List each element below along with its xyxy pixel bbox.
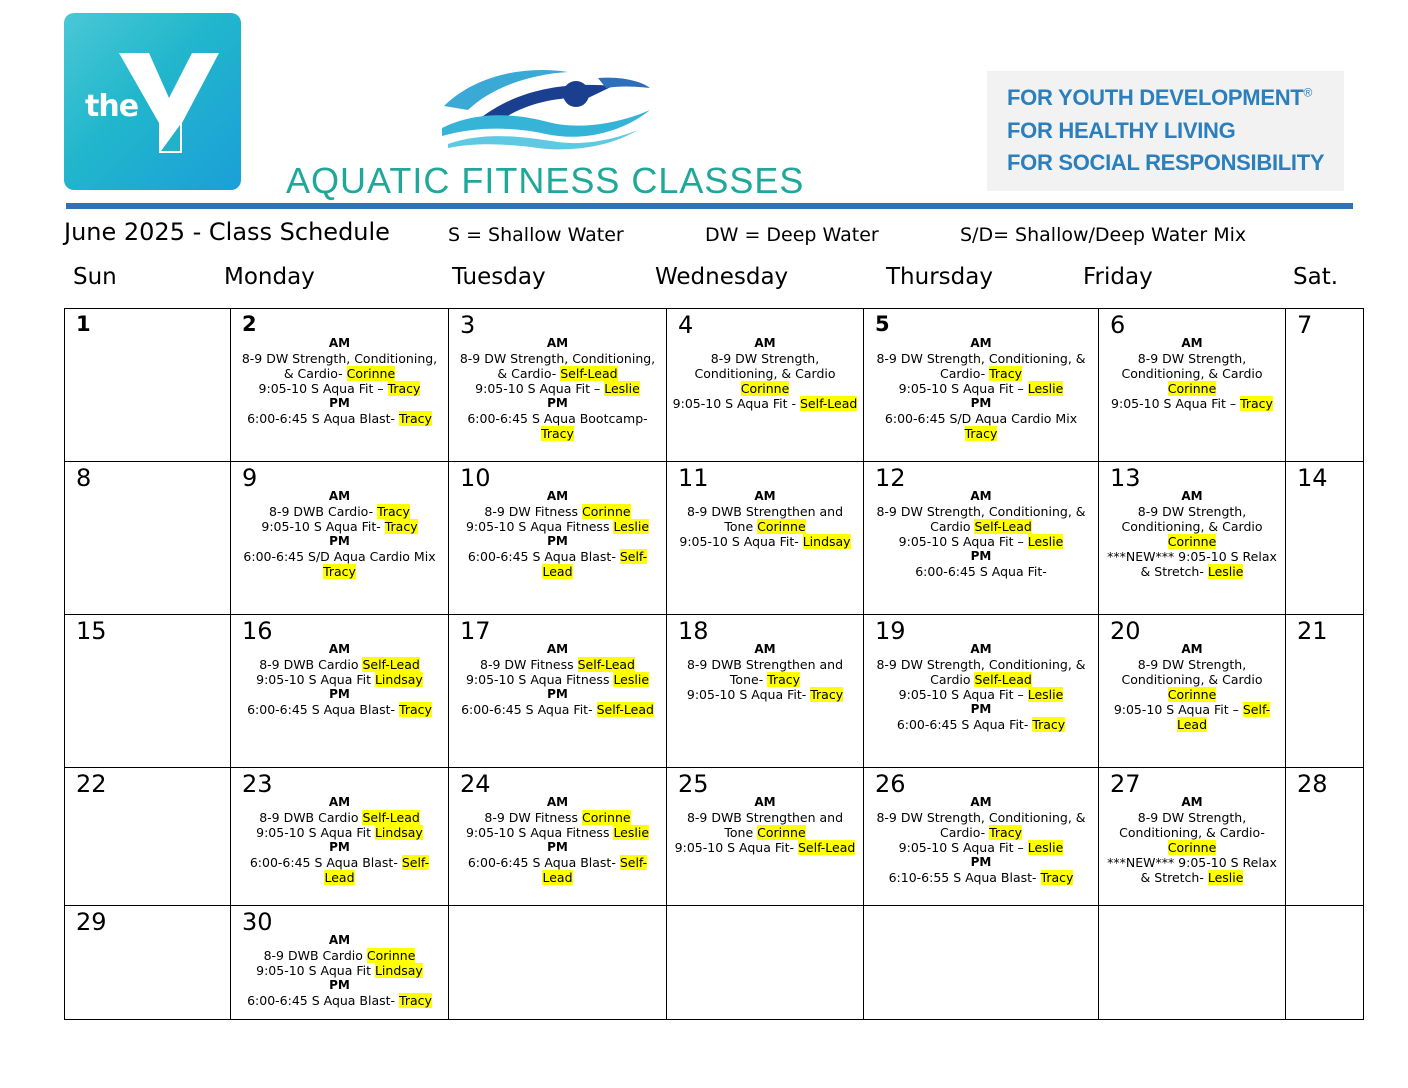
class-entry [868,870,1094,885]
class-list [449,309,666,441]
day-number: 21 [1297,617,1328,645]
instructor-name: Lindsay [802,534,851,549]
instructor-name: Leslie [613,825,650,840]
day-cell [449,615,667,768]
day-number: 28 [1297,770,1328,798]
legend-mix: S/D= Shallow/Deep Water Mix [960,224,1247,246]
instructor-name: Tracy [767,672,801,687]
class-entry [453,672,662,687]
instructor-name: Tracy [989,825,1022,840]
instructor-name: Self-Lead [974,519,1032,534]
class-description: 6:00-6:45 S/D Aqua Cardio Mix [884,411,1078,426]
day-number: 10 [460,464,491,492]
class-entry [868,381,1094,396]
class-description: 9:05-10 S Aqua Fit – [258,381,388,396]
class-entry [671,687,859,702]
session-label: PM [970,396,992,410]
class-description: 6:00-6:45 S Aqua Blast- [467,855,620,870]
instructor-name: Tracy [399,993,432,1008]
week-row [65,309,1364,462]
day-cell [1099,615,1286,768]
day-number: 3 [460,311,476,339]
instructor-name: Self-Lead [596,702,654,717]
divider [66,203,1353,209]
session-label: AM [754,489,776,503]
class-description: 6:00-6:45 S Aqua Blast- [249,855,402,870]
instructor-name: Tracy [399,411,432,426]
class-description: 6:00-6:45 S Aqua Blast- [247,702,400,717]
day-number: 2 [242,312,257,336]
session-label: AM [754,795,776,809]
day-number: 30 [242,908,273,936]
session-label: PM [329,396,350,410]
instructor-name: Self-Lead [362,810,420,825]
class-entry [453,549,662,579]
day-cell [449,462,667,615]
instructor-name: Self-Lead [560,366,618,381]
session-label: AM [970,489,992,503]
instructor-name: Corinne [582,810,631,825]
day-cell [1099,462,1286,615]
day-number: 4 [678,311,694,339]
class-entry [453,855,662,885]
class-description: 6:00-6:45 S Aqua Bootcamp- [467,411,648,426]
day-number: 12 [875,464,906,492]
class-entry [235,963,444,978]
day-number: 8 [76,464,92,492]
instructor-name: Self-Lead [542,549,648,579]
instructor-name: Corinne [740,381,790,396]
calendar-grid [64,308,1364,1020]
instructor-name: Corinne [346,366,396,381]
session-label: AM [1181,795,1203,809]
instructor-name: Self-Lead [362,657,420,672]
class-description: 8-9 DW Strength, Conditioning, & Cardio- [876,351,1086,381]
class-description: 9:05-10 S Aqua Fit- [679,534,803,549]
class-entry [868,504,1094,534]
class-entry [235,948,444,963]
session-label: AM [754,642,776,656]
instructor-name: Tracy [989,366,1022,381]
class-description: 9:05-10 S Aqua Fit – [898,381,1028,396]
session-label: PM [970,855,992,869]
session-label: AM [546,489,569,503]
class-entry [1103,702,1281,732]
class-entry [671,810,859,840]
instructor-name: Leslie [1027,534,1064,549]
class-description: 9:05-10 S Aqua Fit [256,672,375,687]
day-number: 13 [1110,464,1141,492]
logo-text: the [85,89,139,124]
day-cell [1286,615,1364,768]
class-description: 8-9 DW Strength, Conditioning, & Cardio [876,657,1086,687]
day-cell [65,615,231,768]
instructor-name: Corinne [366,948,416,963]
week-row [65,462,1364,615]
class-description: 9:05-10 S Aqua Fit – [475,381,605,396]
instructor-name: Corinne [757,825,806,840]
class-description: ***NEW*** 9:05-10 S Relax & Stretch- [1107,855,1277,885]
session-label: PM [329,978,350,992]
class-entry [1103,855,1281,885]
legend-shallow: S = Shallow Water [448,224,624,246]
session-label: PM [329,687,350,701]
session-label: AM [328,795,351,809]
instructor-name: Leslie [1207,870,1244,885]
day-number: 1 [76,312,91,336]
class-description: 8-9 DWB Strengthen and Tone [686,810,844,840]
class-entry [235,549,444,579]
day-cell [231,309,449,462]
day-cell [65,309,231,462]
day-cell [667,615,864,768]
day-cell [65,462,231,615]
day-number: 19 [875,617,906,645]
class-list [864,309,1098,441]
week-row [65,615,1364,768]
day-number: 23 [242,770,273,798]
class-description: 8-9 DW Strength, Conditioning, & Cardio- [1119,810,1265,840]
registered-mark: ® [1303,85,1312,100]
instructor-name: Leslie [613,672,650,687]
day-number: 6 [1110,311,1126,339]
day-header-sat: Sat. [1293,264,1339,290]
class-entry [453,411,662,441]
day-cell [1099,768,1286,906]
day-number: 16 [242,617,273,645]
day-cell [231,906,449,1020]
session-label: AM [328,489,351,503]
instructor-name: Tracy [810,687,844,702]
day-cell [1099,309,1286,462]
class-description: 8-9 DW Strength, Conditioning, & Cardio [876,504,1086,534]
class-description: 8-9 DW Strength, Conditioning, & Cardio [1121,504,1263,534]
class-entry [235,672,444,687]
day-number: 24 [460,770,491,798]
day-cell [231,615,449,768]
day-cell [864,309,1099,462]
day-number: 18 [678,617,709,645]
session-label: PM [547,687,568,701]
day-cell [1099,906,1286,1020]
session-label: PM [970,702,992,716]
class-entry [453,825,662,840]
class-description: 9:05-10 S Aqua Fit- [674,840,798,855]
ymca-logo [64,13,241,190]
day-number: 7 [1297,311,1313,339]
class-description: 8-9 DW Fitness [484,504,583,519]
class-description: ***NEW*** 9:05-10 S Relax & Stretch- [1107,549,1277,579]
week-row [65,768,1364,906]
day-number: 17 [460,617,491,645]
class-entry [453,504,662,519]
day-cell [65,906,231,1020]
day-number: 26 [875,770,906,798]
class-entry [868,717,1094,732]
class-description: 9:05-10 S Aqua Fitness [465,519,614,534]
instructor-name: Leslie [1027,687,1064,702]
class-entry [868,810,1094,840]
instructor-name: Self-Lead [1176,702,1271,732]
class-description: 8-9 DWB Cardio [263,948,367,963]
instructor-name: Lindsay [374,825,423,840]
class-description: 8-9 DWB Strengthen and Tone- [686,657,844,687]
class-description: 6:00-6:45 S Aqua Blast- [467,549,620,564]
day-number: 25 [678,770,709,798]
day-cell [1286,309,1364,462]
schedule-title: June 2025 - Class Schedule [64,218,390,246]
class-list [231,309,448,426]
instructor-name: Corinne [1167,381,1217,396]
class-description: 9:05-10 S Aqua Fit [256,963,375,978]
instructor-name: Tracy [399,702,432,717]
class-entry [868,657,1094,687]
page-title: AQUATIC FITNESS CLASSES [286,160,805,201]
class-entry [868,351,1094,381]
class-description: 9:05-10 S Aqua Fitness [465,672,614,687]
class-description: 9:05-10 S Aqua Fit - [672,396,800,411]
class-description: 8-9 DW Strength, Conditioning, & Cardio- [241,351,438,381]
class-entry [1103,396,1281,411]
instructor-name: Corinne [1167,840,1217,855]
day-cell [231,462,449,615]
instructor-name: Corinne [1167,534,1217,549]
class-entry [453,381,662,396]
class-entry [235,351,444,381]
class-description: 6:00-6:45 S Aqua Blast- [247,411,400,426]
instructor-name: Self-Lead [974,672,1032,687]
session-label: AM [328,336,351,350]
class-entry [671,504,859,534]
swimmer-icon [438,58,658,150]
class-description: 6:10-6:55 S Aqua Blast- [888,870,1041,885]
instructor-name: Tracy [384,519,418,534]
instructor-name: Tracy [964,426,998,441]
session-label: PM [329,840,350,854]
day-cell [864,615,1099,768]
class-entry [1103,504,1281,549]
day-cell [1286,906,1364,1020]
class-description: 8-9 DW Strength, Conditioning, & Cardio [694,351,836,381]
class-description: 8-9 DWB Strengthen and Tone [686,504,844,534]
instructor-name: Tracy [323,564,356,579]
day-number: 15 [76,617,107,645]
class-entry [868,534,1094,549]
class-entry [1103,549,1281,579]
class-entry [235,993,444,1008]
instructor-name: Tracy [1240,396,1273,411]
class-list [1099,309,1285,411]
class-entry [235,504,444,519]
class-description: 9:05-10 S Aqua Fit [256,825,375,840]
instructor-name: Tracy [377,504,410,519]
session-label: AM [970,642,992,656]
class-description: 9:05-10 S Aqua Fit- [686,687,811,702]
class-entry [868,411,1094,441]
day-number: 9 [242,464,258,492]
mission-line-2: FOR HEALTHY LIVING [1007,118,1236,143]
class-entry [453,351,662,381]
mission-line-1: FOR YOUTH DEVELOPMENT [1007,85,1304,110]
day-cell [449,906,667,1020]
instructor-name: Leslie [1207,564,1244,579]
day-cell [667,309,864,462]
instructor-name: Corinne [582,504,631,519]
class-entry [453,519,662,534]
class-entry [671,351,859,396]
session-label: PM [547,534,568,548]
session-label: AM [546,336,569,350]
day-number: 14 [1297,464,1328,492]
day-header-friday: Friday [1083,264,1153,290]
class-entry [868,840,1094,855]
class-description: 9:05-10 S Aqua Fit – [1113,702,1243,717]
instructor-name: Tracy [387,381,421,396]
mission-line-3: FOR SOCIAL RESPONSIBILITY [1007,150,1325,175]
class-description: 8-9 DW Fitness [480,657,578,672]
instructor-name: Self-Lead [799,396,858,411]
class-entry [453,657,662,672]
instructor-name: Leslie [1027,840,1064,855]
day-header-thursday: Thursday [886,264,993,290]
class-description: 8-9 DW Strength, Conditioning, & Cardio [1121,351,1263,381]
day-number: 27 [1110,770,1141,798]
class-entry [235,519,444,534]
class-description: 9:05-10 S Aqua Fit – [898,840,1028,855]
class-list [667,309,863,411]
class-entry [1103,351,1281,396]
day-cell [449,768,667,906]
session-label: AM [970,336,992,350]
session-label: PM [970,549,992,563]
class-entry [868,564,1094,579]
class-entry [453,702,662,717]
class-description: 8-9 DWB Cardio- [269,504,378,519]
class-entry [671,534,859,549]
class-entry [235,810,444,825]
class-description: 6:00-6:45 S Aqua Fit- [461,702,597,717]
class-description: 9:05-10 S Aqua Fit – [898,534,1028,549]
instructor-name: Self-Lead [577,657,635,672]
session-label: AM [546,642,569,656]
mission-statements [987,71,1344,191]
class-entry [235,657,444,672]
class-entry [235,855,444,885]
instructor-name: Leslie [1027,381,1064,396]
day-number: 20 [1110,617,1141,645]
class-description: 8-9 DW Strength, Conditioning, & Cardio- [876,810,1086,840]
class-description: 6:00-6:45 S Aqua Blast- [247,993,400,1008]
day-number: 29 [76,908,107,936]
day-cell [231,768,449,906]
day-header-monday: Monday [224,264,315,290]
session-label: AM [970,795,992,809]
day-cell [864,462,1099,615]
class-entry [453,810,662,825]
class-description: 8-9 DW Fitness [484,810,583,825]
day-header-tuesday: Tuesday [452,264,546,290]
instructor-name: Self-Lead [797,840,856,855]
class-entry [235,825,444,840]
class-description: 9:05-10 S Aqua Fit – [1111,396,1241,411]
class-entry [671,840,859,855]
class-description: 6:00-6:45 S/D Aqua Cardio Mix [243,549,436,564]
day-cell [667,462,864,615]
instructor-name: Self-Lead [542,855,648,885]
session-label: AM [546,795,569,809]
instructor-name: Corinne [1167,687,1217,702]
day-cell [864,768,1099,906]
instructor-name: Self-Lead [324,855,430,885]
day-header-sun: Sun [73,264,117,290]
day-cell [667,906,864,1020]
day-number: 22 [76,770,107,798]
class-entry [1103,657,1281,702]
class-description: 9:05-10 S Aqua Fit- [261,519,385,534]
instructor-name: Tracy [541,426,574,441]
session-label: AM [1181,489,1203,503]
day-number: 5 [875,312,890,336]
class-entry [235,381,444,396]
legend-deep: DW = Deep Water [705,224,879,246]
instructor-name: Leslie [604,381,640,396]
session-label: AM [1181,336,1203,350]
session-label: AM [1181,642,1203,656]
class-description: 8-9 DW Strength, Conditioning, & Cardio [1121,657,1263,687]
session-label: PM [547,840,568,854]
day-header-wednesday: Wednesday [655,264,789,290]
class-entry [235,411,444,426]
day-cell [667,768,864,906]
class-entry [671,657,859,687]
class-entry [671,396,859,411]
instructor-name: Lindsay [374,963,423,978]
session-label: AM [328,642,351,656]
class-entry [235,702,444,717]
class-description: 6:00-6:45 S Aqua Fit- [896,717,1033,732]
class-description: 9:05-10 S Aqua Fitness [465,825,614,840]
session-label: AM [754,336,776,350]
day-number: 11 [678,464,709,492]
day-cell [65,768,231,906]
instructor-name: Corinne [757,519,806,534]
class-description: 8-9 DW Strength, Conditioning, & Cardio- [459,351,656,381]
class-description: 9:05-10 S Aqua Fit – [898,687,1028,702]
class-entry [1103,810,1281,855]
session-label: PM [329,534,350,548]
session-label: PM [547,396,568,410]
day-cell [864,906,1099,1020]
class-description: 6:00-6:45 S Aqua Fit- [915,564,1047,579]
instructor-name: Tracy [1032,717,1066,732]
class-list [231,462,448,579]
day-cell [1286,768,1364,906]
instructor-name: Tracy [1040,870,1074,885]
instructor-name: Leslie [613,519,650,534]
day-cell [1286,462,1364,615]
day-cell [449,309,667,462]
week-row [65,906,1364,1020]
class-description: 8-9 DWB Cardio [259,810,363,825]
instructor-name: Lindsay [374,672,423,687]
class-description: 8-9 DWB Cardio [259,657,363,672]
class-entry [868,687,1094,702]
session-label: AM [328,933,351,947]
